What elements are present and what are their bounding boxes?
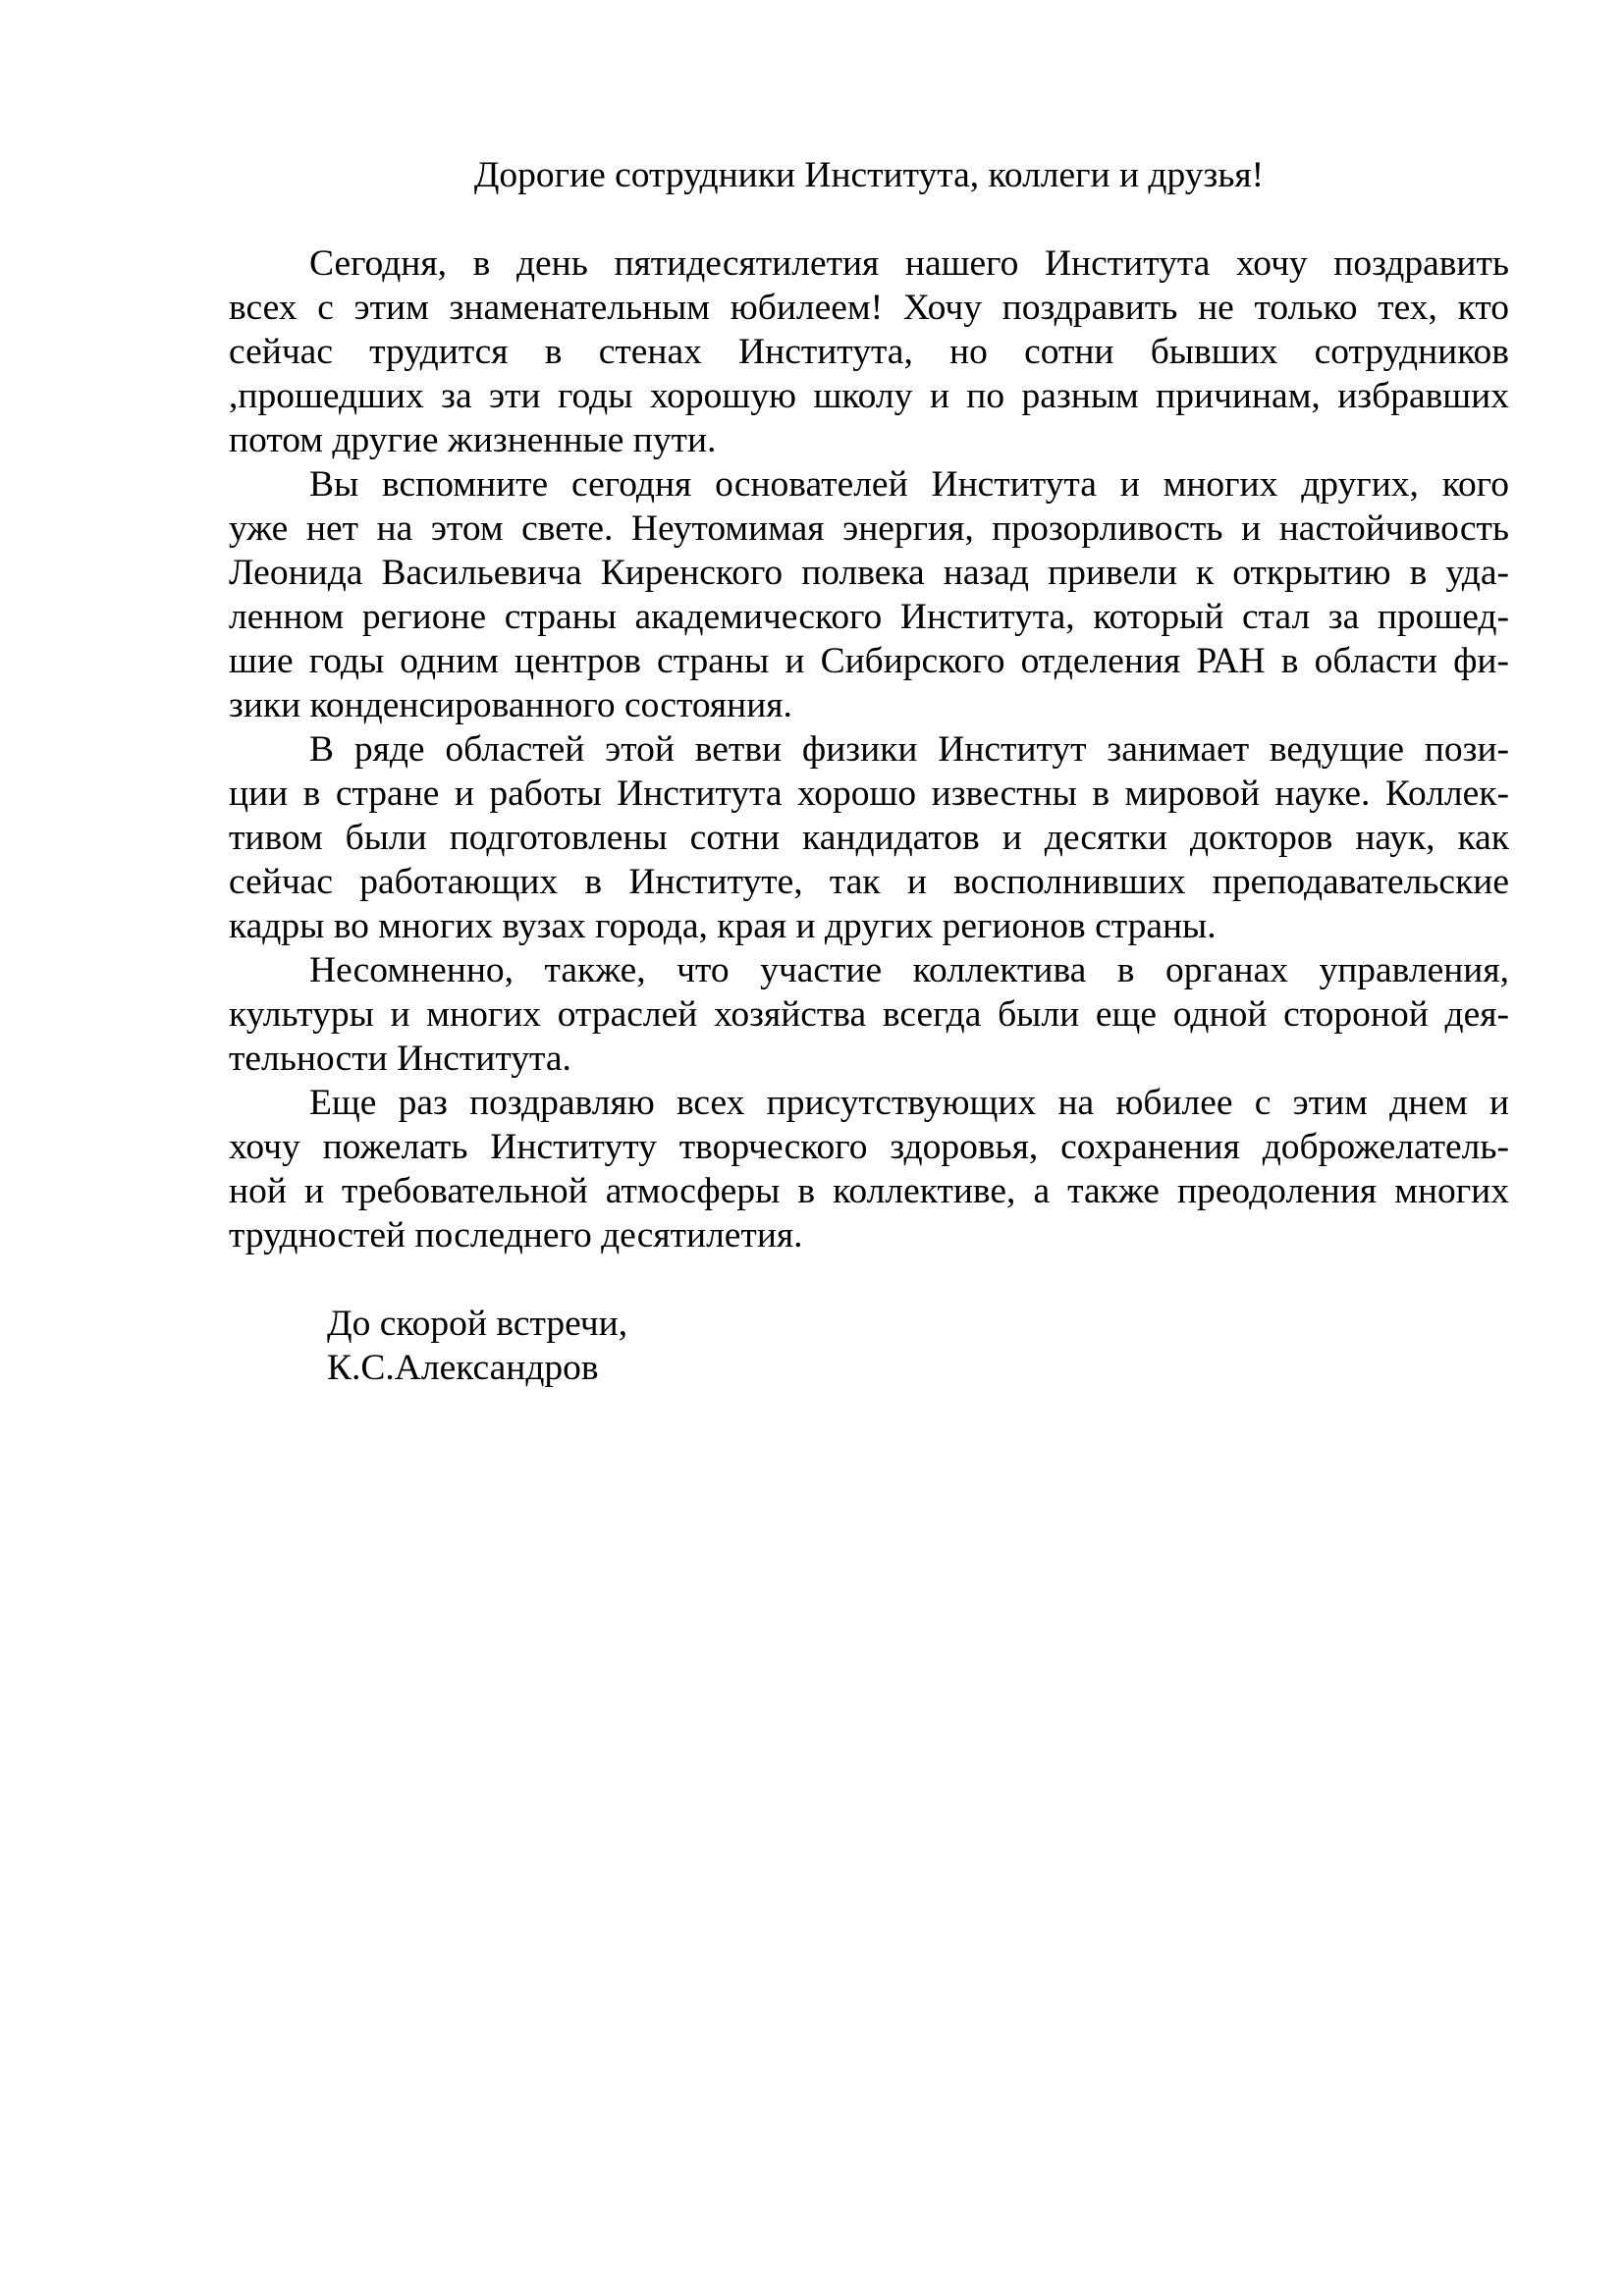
text-line: ,прошедших за эти годы хорошую школу и по разным причинам, избравших <box>229 376 1509 416</box>
paragraph-4 <box>229 948 1509 1081</box>
closing-signature: К.С.Александров <box>327 1348 599 1388</box>
paragraph-2 <box>229 462 1509 727</box>
paragraph-1 <box>229 241 1509 462</box>
text-line: культуры и многих отраслей хозяйства всегда были еще одной стороной дея- <box>229 994 1509 1035</box>
blank-line <box>229 197 1509 241</box>
closing-salutation: До скорой встречи, <box>327 1304 628 1344</box>
text-line: тивом были подготовлены сотни кандидатов и десятки докторов наук, как <box>229 818 1509 858</box>
text-line: Сегодня, в день пятидесятилетия нашего Института хочу поздравить <box>309 243 1509 284</box>
text-line: ции в стране и работы Института хорошо известны в мировой науке. Коллек- <box>229 774 1509 814</box>
text-line: уже нет на этом свете. Неутомимая энергия, прозорливость и настойчивость <box>229 508 1509 549</box>
text-line: Еще раз поздравляю всех присутствующих на юбилее с этим днем и <box>309 1083 1509 1123</box>
text-line: В ряде областей этой ветви физики Институт занимает ведущие пози- <box>309 729 1509 770</box>
text-line: потом другие жизненные пути. <box>229 420 717 460</box>
text-line: хочу пожелать Институту творческого здоровья, сохранения доброжелатель- <box>229 1127 1509 1167</box>
text-line: тельности Института. <box>229 1039 571 1079</box>
letter-content <box>229 153 1509 1390</box>
text-line: трудностей последнего десятилетия. <box>229 1215 803 1255</box>
text-line: сейчас трудится в стенах Института, но сотни бывших сотрудников <box>229 332 1509 372</box>
text-line: ленном регионе страны академического Института, который стал за прошед- <box>229 597 1509 637</box>
paragraph-3 <box>229 727 1509 948</box>
text-line: Леонида Васильевича Киренского полвека назад привели к открытию в уда- <box>229 553 1509 593</box>
text-line: сейчас работающих в Институте, так и восполнивших преподавательские <box>229 862 1509 902</box>
text-line: всех с этим знаменательным юбилеем! Хочу поздравить не только тех, кто <box>229 288 1509 328</box>
closing-block <box>327 1302 1509 1390</box>
letter-title: Дорогие сотрудники Института, коллеги и друзья! <box>473 155 1265 195</box>
text-line: Несомненно, также, что участие коллектива в органах управления, <box>309 950 1509 990</box>
text-line: зики конденсированного состояния. <box>229 685 792 725</box>
paragraph-5 <box>229 1081 1509 1257</box>
text-line: ной и требовательной атмосферы в коллективе, а также преодоления многих <box>229 1171 1509 1211</box>
text-line: шие годы одним центров страны и Сибирского отделения РАН в области фи- <box>229 641 1509 681</box>
text-line: кадры во многих вузах города, края и других регионов страны. <box>229 906 1217 946</box>
text-line: Вы вспомните сегодня основателей Института и многих других, кого <box>309 464 1509 505</box>
